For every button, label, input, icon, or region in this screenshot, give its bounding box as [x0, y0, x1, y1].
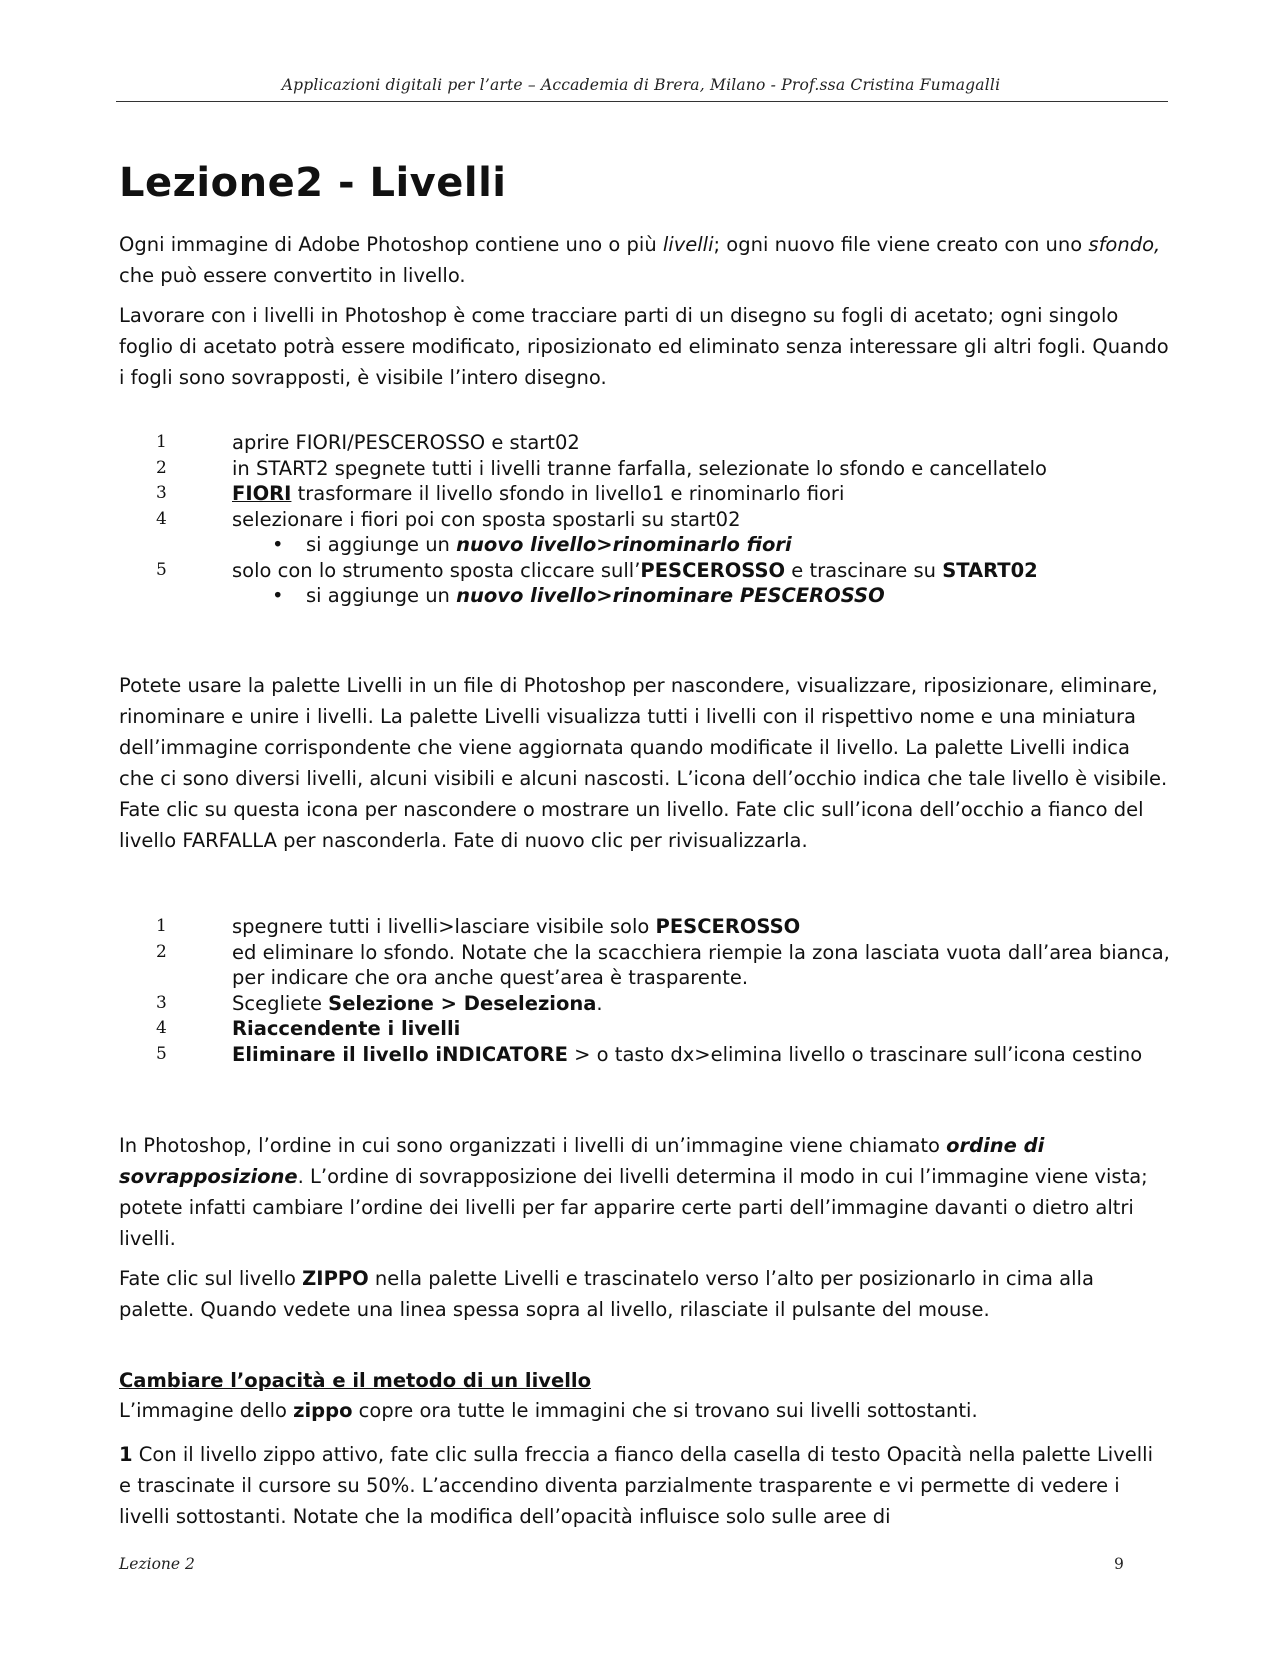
bullet-icon: • — [272, 533, 284, 556]
list-item: 4 selezionare i fiori poi con sposta spostarli su start02 — [156, 507, 741, 531]
intro-paragraph-1: Ogni immagine di Adobe Photoshop contiene uno o più livelli; ogni nuovo file viene creato con uno sfondo, che può essere convertito in livello. — [119, 233, 1161, 287]
order-paragraph: In Photoshop, l’ordine in cui sono organizzati i livelli di un’immagine viene chiamato ordine di sovrapposizione. L’ordine di sovrapposizione dei livelli determina il modo in cui l’immagine viene vista; potete infatti cambiare l’ordine dei livelli per far apparire certe parti dell’immagine davanti o dietro altri livelli. — [119, 1134, 1148, 1250]
list-item: 5 solo con lo strumento sposta cliccare sull’PESCEROSSO e trascinare su START02 — [156, 558, 1038, 582]
bullet-icon: • — [272, 584, 284, 607]
list-sub-item: • si aggiunge un nuovo livello>rinominare PESCEROSSO — [272, 584, 885, 607]
list-number: 2 — [156, 941, 167, 962]
steps-list-2 — [119, 914, 1179, 1067]
list-number: 1 — [156, 916, 167, 936]
page-title: Lezione2 - Livelli — [119, 160, 507, 206]
zippo-paragraph: Fate clic sul livello ZIPPO nella palette Livelli e trascinatelo verso l’alto per posizionarlo in cima alla palette. Quando vedete una linea spessa sopra al livello, rilasciate il pulsante del mouse. — [119, 1267, 1094, 1321]
list-number: 4 — [156, 1018, 167, 1038]
footer-lesson: Lezione 2 — [119, 1555, 195, 1573]
list-number: 3 — [156, 483, 167, 503]
list-sub-item: • si aggiunge un nuovo livello>rinominarlo fiori — [272, 533, 792, 556]
palette-paragraph: Potete usare la palette Livelli in un file di Photoshop per nascondere, visualizzare, riposizionare, eliminare, rinominare e unire i livelli. La palette Livelli visualizza tutti i livelli con il rispettivo nome e una miniatura dell’immagine corrispondente che viene aggiornata quando modificate il livello. La palette Livelli indica che ci sono diversi livelli, alcuni visibili e alcuni nascosti. L’icona dell’occhio indica che tale livello è visibile. Fate clic su questa icona per nascondere o mostrare un livello. Fate clic sull’icona dell’occhio a fianco del livello FARFALLA per nasconderla. Fate di nuovo clic per rivisualizzarla. — [119, 674, 1168, 852]
list-item: 1 aprire FIORI/PESCEROSSO e start02 — [156, 431, 580, 454]
list-number: 2 — [156, 457, 167, 478]
list-number: 4 — [156, 508, 167, 529]
section-paragraph-1: L’immagine dello zippo copre ora tutte le immagini che si trovano sui livelli sottostanti. — [119, 1399, 978, 1422]
list-item: 3 Scegliete Selezione > Deseleziona. — [156, 991, 603, 1015]
list-item: 1 spegnere tutti i livelli>lasciare visibile solo PESCEROSSO — [156, 915, 801, 938]
list-number: 3 — [156, 992, 167, 1013]
list-item: 2 in START2 spegnete tutti i livelli tranne farfalla, selezionate lo sfondo e cancellatelo — [156, 456, 1047, 480]
header-rule — [116, 101, 1168, 102]
list-item: 2 ed eliminare lo sfondo. Notate che la scacchiera riempie la zona lasciata vuota dall’area bianca, per indicare che ora anche quest’area è trasparente. — [156, 940, 1170, 989]
section-paragraph-2: 1 Con il livello zippo attivo, fate clic sulla freccia a fianco della casella di testo Opacità nella palette Livelli e trascinate il cursore su 50%. L’accendino diventa parzialmente trasparente e vi permette di vedere i livelli sottostanti. Notate che la modifica dell’opacità influisce solo sulle aree di — [119, 1443, 1153, 1528]
list-number: 1 — [156, 432, 167, 452]
list-number: 5 — [156, 1043, 167, 1064]
intro-paragraph-2: Lavorare con i livelli in Photoshop è come tracciare parti di un disegno su fogli di acetato; ogni singolo foglio di acetato potrà essere modificato, riposizionato ed eliminato senza interessare gli altri fogli. Quando i fogli sono sovrapposti, è visibile l’intero disegno. — [119, 304, 1169, 389]
list-item: 4 Riaccendente i livelli — [156, 1017, 461, 1040]
list-item: 5 Eliminare il livello iNDICATORE > o tasto dx>elimina livello o trascinare sull’icona cestino — [156, 1042, 1143, 1066]
list-item: 3 FIORI trasformare il livello sfondo in livello1 e rinominarlo fiori — [156, 482, 845, 505]
page-header: Applicazioni digitali per l’arte – Accademia di Brera, Milano - Prof.ssa Cristina Fumagalli — [281, 76, 1001, 94]
list-number: 5 — [156, 559, 167, 580]
page-number: 9 — [1114, 1555, 1124, 1573]
section-title: Cambiare l’opacità e il metodo di un livello — [119, 1369, 591, 1392]
steps-list-1 — [119, 430, 1179, 609]
